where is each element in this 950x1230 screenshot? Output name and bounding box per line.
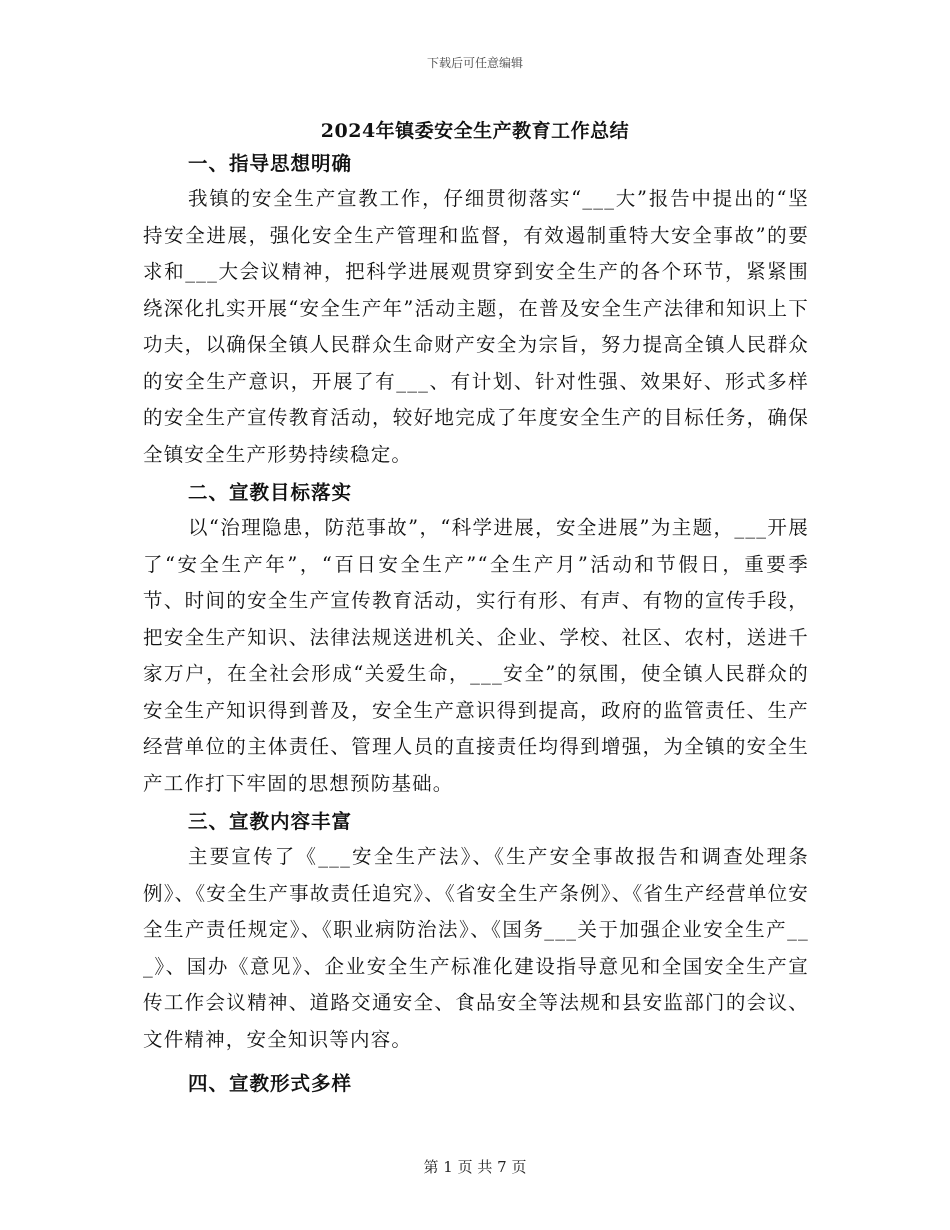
section-heading-2: 二、宣教目标落实 [188,481,353,504]
section-paragraph-2: 以“治理隐患，防范事故”，“科学进展，安全进展”为主题，___开展了“安全生产年”，“百日安全生产”“全生产月”活动和节假日，重要季节、时间的安全生产宣传教育活动，实行有形、有声、有物的宣传手段，把安全生产知识、法律法规送进机关、企业、学校、社区、农村，送进千家万户，在全社会形成“关爱生命，___安全”的氛围，使全镇人民群众的安全生产知识得到普及，安全生产意识得到提高，政府的监管责任、生产经营单位的主体责任、管理人员的直接责任均得到增强，为全镇的安全生产工作打下牢固的思想预防基础。 [143,516,809,795]
section-heading-4: 四、宣教形式多样 [188,1072,353,1095]
header-note: 下载后可任意编辑 [426,56,523,70]
document-body [143,146,809,1101]
section-heading-3: 三、宣教内容丰富 [188,810,353,833]
section-paragraph-1: 我镇的安全生产宣教工作，仔细贯彻落实“___大”报告中提出的“坚持安全进展，强化安全生产管理和监督，有效遏制重特大安全事故”的要求和___大会议精神，把科学进展观贯穿到安全生产的各个环节，紧紧围绕深化扎实开展“安全生产年”活动主题，在普及安全生产法律和知识上下功夫，以确保全镇人民群众生命财产安全为宗旨，努力提高全镇人民群众的安全生产意识，开展了有___、有计划、针对性强、效果好、形式多样的安全生产宣传教育活动，较好地完成了年度安全生产的目标任务，确保全镇安全生产形势持续稳定。 [143,187,809,466]
page-footer: 第 1 页 共 7 页 [423,1158,527,1176]
section-paragraph-3: 主要宣传了《___安全生产法》、《生产安全事故报告和调查处理条例》、《安全生产事故责任追究》、《省安全生产条例》、《省生产经营单位安全生产责任规定》、《职业病防治法》、《国务___关于加强企业安全生产___》、国办《意见》、企业安全生产标准化建设指导意见和全国安全生产宣传工作会议精神、道路交通安全、食品安全等法规和县安监部门的会议、文件精神，安全知识等内容。 [143,845,810,1051]
section-heading-1: 一、指导思想明确 [188,152,353,175]
document-title: 2024年镇委安全生产教育工作总结 [320,120,630,142]
